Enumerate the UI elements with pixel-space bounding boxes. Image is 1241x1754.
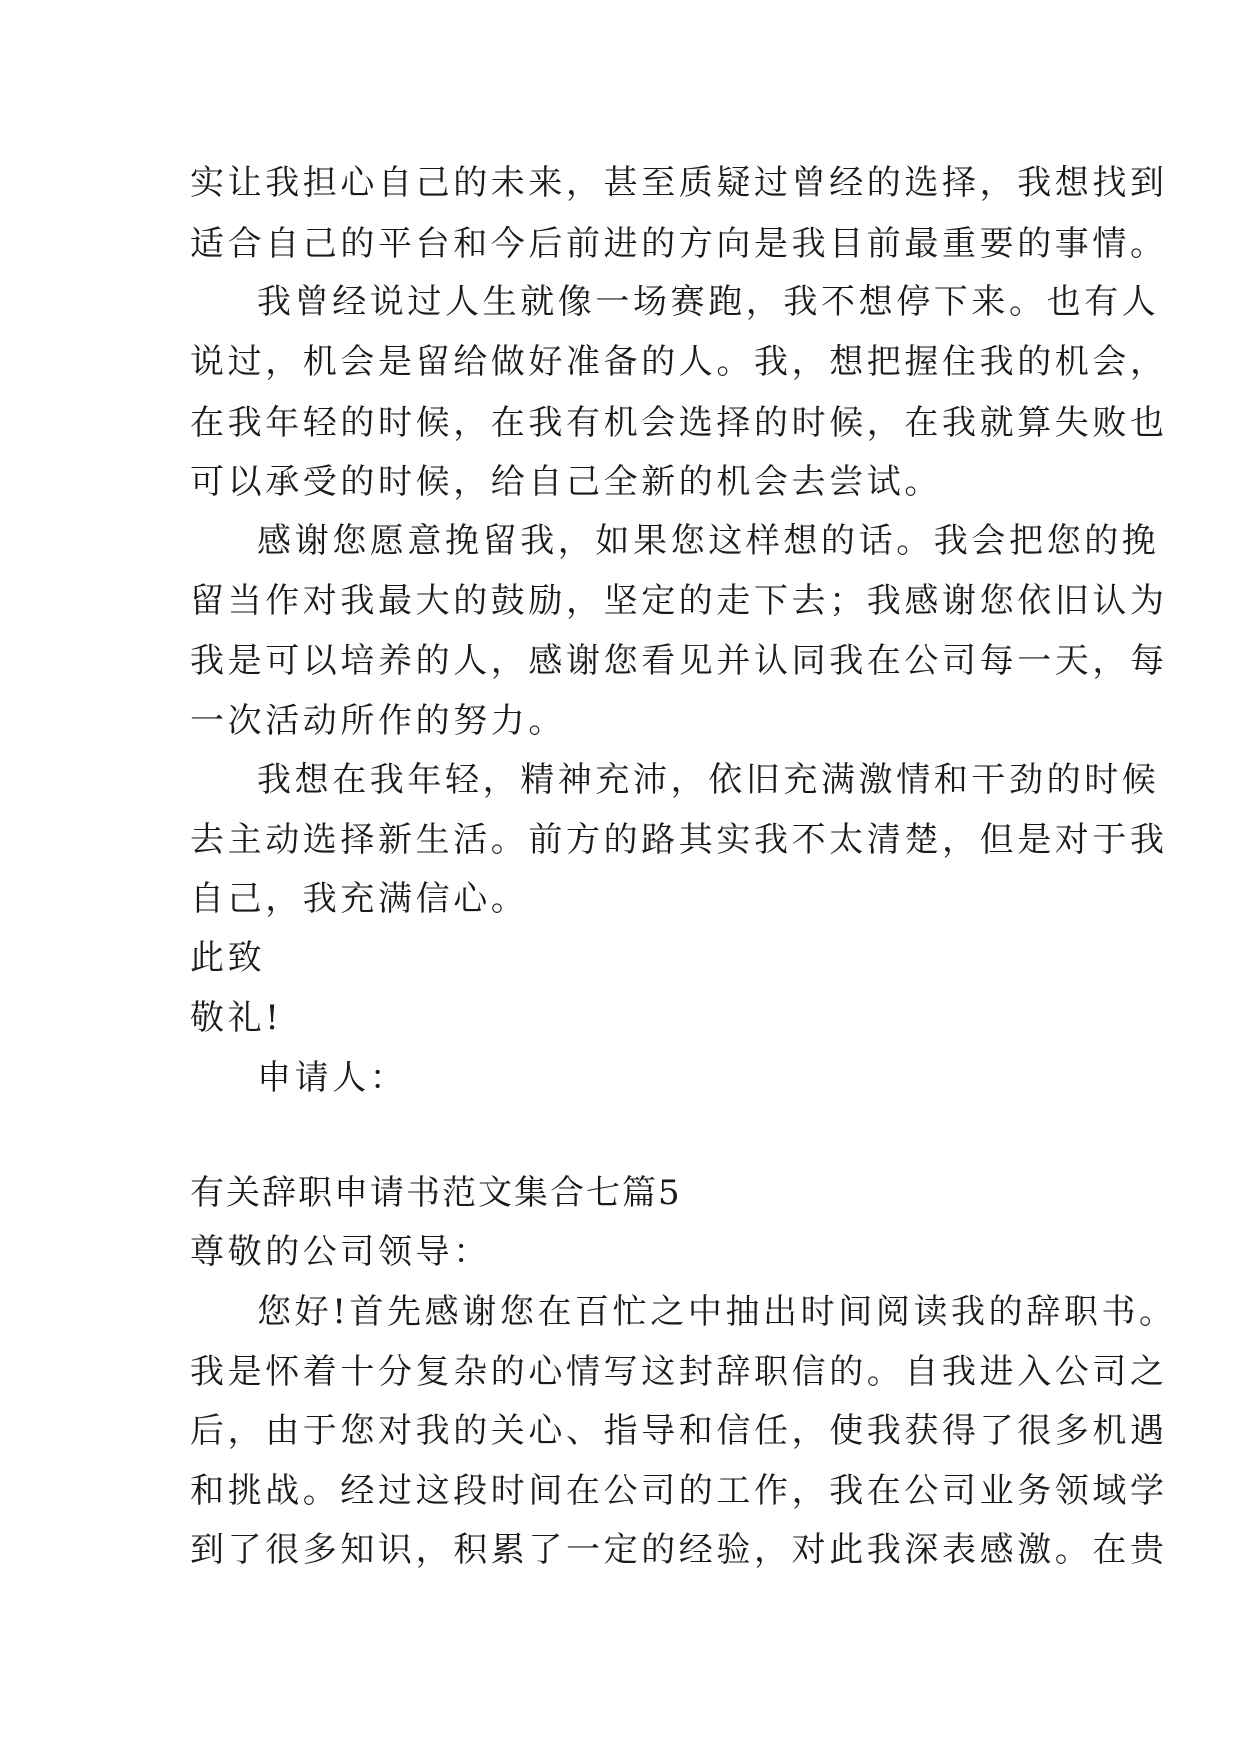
text-line: 在我年轻的时候，在我有机会选择的时候，在我就算失败也 [190,403,1168,443]
text-line: 自己，我充满信心。 [190,879,529,919]
text-line: 实让我担心自己的未来，甚至质疑过曾经的选择，我想找到 [190,163,1168,203]
applicant-signature-label: 申请人： [257,1058,408,1098]
letter-salutation: 尊敬的公司领导： [190,1232,491,1272]
text-line: 后，由于您对我的关心、指导和信任，使我获得了很多机遇 [190,1411,1168,1451]
section-title: 有关辞职申请书范文集合七篇5 [190,1173,682,1213]
text-line: 到了很多知识，积累了一定的经验，对此我深表感激。在贵 [190,1530,1168,1570]
text-line: 留当作对我最大的鼓励，坚定的走下去；我感谢您依旧认为 [190,581,1168,621]
text-line: 我是可以培养的人，感谢您看见并认同我在公司每一天，每 [190,641,1168,681]
paragraph-first-line: 感谢您愿意挽留我，如果您这样想的话。我会把您的挽 [257,521,1160,561]
text-line: 我是怀着十分复杂的心情写这封辞职信的。自我进入公司之 [190,1352,1168,1392]
text-line: 和挑战。经过这段时间在公司的工作，我在公司业务领域学 [190,1471,1168,1511]
text-line: 说过，机会是留给做好准备的人。我，想把握住我的机会， [190,342,1168,382]
paragraph-first-line: 我想在我年轻，精神充沛，依旧充满激情和干劲的时候 [257,760,1160,800]
text-line: 可以承受的时候，给自己全新的机会去尝试。 [190,462,942,502]
paragraph-first-line: 您好!首先感谢您在百忙之中抽出时间阅读我的辞职书。 [257,1292,1177,1332]
closing-salutation: 此致 [190,938,266,978]
closing-regards: 敬礼! [190,998,283,1038]
text-line: 一次活动所作的努力。 [190,701,566,741]
paragraph-first-line: 我曾经说过人生就像一场赛跑，我不想停下来。也有人 [257,282,1160,322]
text-line: 适合自己的平台和今后前进的方向是我目前最重要的事情。 [190,224,1168,264]
text-line: 去主动选择新生活。前方的路其实我不太清楚，但是对于我 [190,820,1168,860]
